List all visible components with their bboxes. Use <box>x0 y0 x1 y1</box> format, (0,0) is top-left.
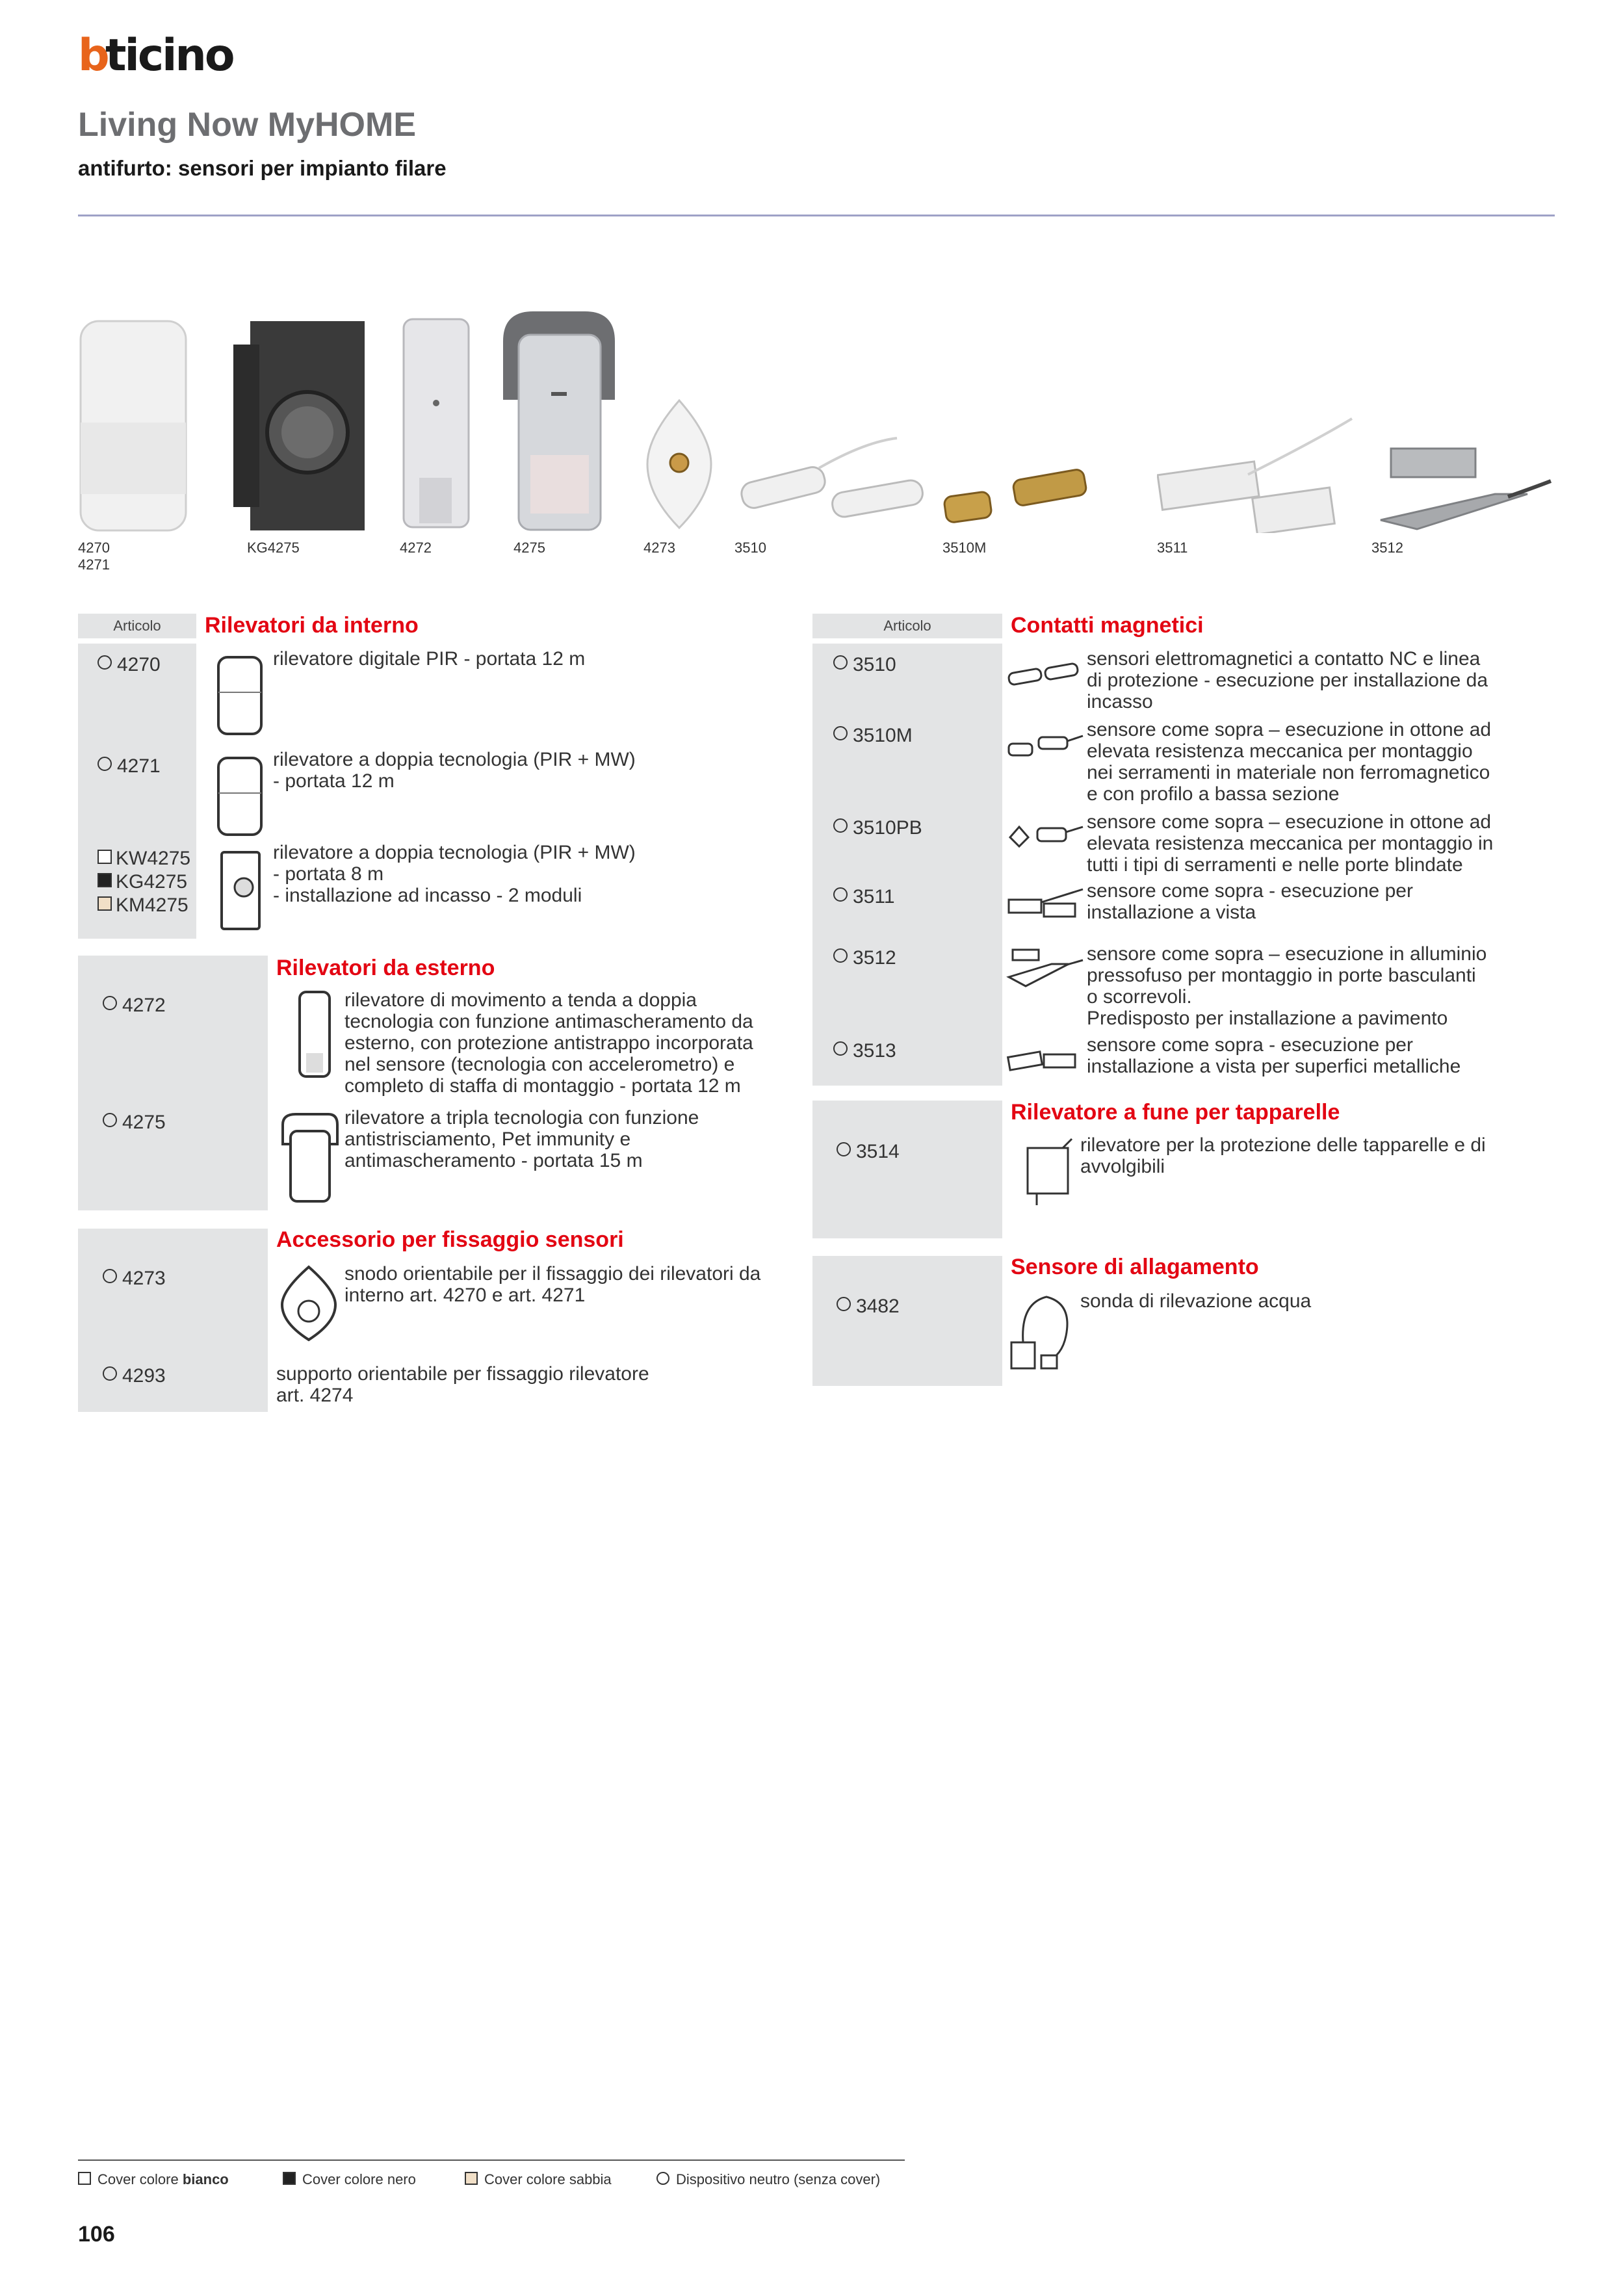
article-code: 3512 <box>833 947 896 969</box>
bticino-logo-mark <box>78 33 273 78</box>
contact-3510-icon <box>1006 657 1084 689</box>
photo-label: 4275 <box>513 540 545 556</box>
legend-sand: Cover colore sabbia <box>465 2171 612 2188</box>
code-column <box>812 1256 1002 1386</box>
footer-divider <box>78 2159 905 2161</box>
contact-3513-icon <box>1006 1039 1084 1075</box>
neutral-icon <box>833 887 848 902</box>
articolo-header: Articolo <box>78 614 196 638</box>
legend-white: Cover colore bianco <box>78 2171 229 2188</box>
neutral-icon <box>103 1366 117 1381</box>
article-code: KG4275 <box>97 871 187 893</box>
legend-black: Cover colore nero <box>283 2171 416 2188</box>
rope-sensor-3514-icon <box>1024 1136 1076 1208</box>
product-description: sensore come sopra – esecuzione in alluminio pressofuso per montaggio in porte basculanti o scorrevoli. Predisposto per installazione a pavimento <box>1087 943 1487 1029</box>
product-description: supporto orientabile per fissaggio rilevatore art. 4274 <box>276 1363 649 1406</box>
neutral-icon <box>833 1041 848 1056</box>
sand-cover-icon <box>97 896 112 911</box>
section-title-esterno: Rilevatori da esterno <box>276 956 495 980</box>
neutral-icon <box>103 996 117 1010</box>
neutral-icon <box>103 1113 117 1127</box>
contact-3512-icon <box>1006 946 1084 995</box>
neutral-icon <box>833 818 848 833</box>
neutral-icon <box>97 655 112 670</box>
photo-label: 4273 <box>643 540 675 556</box>
section-title-fune: Rilevatore a fune per tapparelle <box>1011 1100 1340 1125</box>
product-description: rilevatore di movimento a tenda a doppia tecnologia con funzione antimascheramento da esterno, con protezione antistrappo incorporata nel sensore (tecnologia con accelerometro) e completo di staffa di montaggio - portata 12 m <box>344 989 753 1097</box>
section-title-interno: Rilevatori da interno <box>205 613 419 638</box>
product-description: rilevatore per la protezione delle tapparelle e di avvolgibili <box>1080 1134 1486 1177</box>
sensor-4272-icon <box>296 988 335 1082</box>
article-code: KM4275 <box>97 894 188 917</box>
contact-3510M-icon <box>1006 728 1084 761</box>
code-column <box>78 956 268 1210</box>
article-code: 4293 <box>103 1365 166 1387</box>
photo-label: 4270 4271 <box>78 540 110 573</box>
black-cover-icon <box>283 2172 296 2185</box>
product-description: sensore come sopra - esecuzione per installazione a vista <box>1087 880 1413 923</box>
sand-cover-icon <box>465 2172 478 2185</box>
sensor-4270-icon <box>214 653 266 738</box>
page-number: 106 <box>78 2222 115 2247</box>
product-photo-4270 <box>78 319 188 533</box>
sensor-4271-icon <box>214 754 266 839</box>
photo-label: 3510 <box>734 540 766 556</box>
code-column <box>812 1101 1002 1238</box>
article-code: 3513 <box>833 1040 896 1062</box>
product-photo-3510M <box>942 455 1098 533</box>
article-code: 4272 <box>103 995 166 1017</box>
white-cover-icon <box>97 850 112 864</box>
product-description: sensori elettromagnetici a contatto NC e linea di protezione - esecuzione per installazione da incasso <box>1087 648 1488 712</box>
photo-label: 4272 <box>400 540 432 556</box>
articolo-header: Articolo <box>812 614 1002 638</box>
photo-label: 3511 <box>1157 540 1188 556</box>
header-divider <box>78 215 1555 216</box>
section-title-contatti: Contatti magnetici <box>1011 613 1204 638</box>
photo-label: 3512 <box>1371 540 1403 556</box>
article-code: 4271 <box>97 755 161 777</box>
article-code: 4273 <box>103 1268 166 1290</box>
product-description: rilevatore a tripla tecnologia con funzione antistrisciamento, Pet immunity e antimascheramento - portata 15 m <box>344 1107 699 1171</box>
contact-3511-icon <box>1006 885 1084 921</box>
article-code: 3510 <box>833 654 896 676</box>
legend-neutral: Dispositivo neutro (senza cover) <box>656 2171 880 2188</box>
bracket-4273-icon <box>279 1264 338 1342</box>
product-description: rilevatore digitale PIR - portata 12 m <box>273 648 586 670</box>
neutral-icon <box>833 726 848 740</box>
neutral-icon <box>833 948 848 963</box>
section-title-allagamento: Sensore di allagamento <box>1011 1255 1259 1279</box>
article-code: KW4275 <box>97 848 190 870</box>
page-title: Living Now MyHOME <box>78 106 416 144</box>
article-code: 3510PB <box>833 817 922 839</box>
product-photo-4273 <box>643 398 715 531</box>
product-description: sensore come sopra – esecuzione in ottone ad elevata resistenza meccanica per montaggio nei serramenti in materiale non ferromagnetico e con profilo a bassa sezione <box>1087 719 1492 805</box>
product-photo-3512 <box>1378 442 1553 533</box>
neutral-icon <box>656 2172 669 2185</box>
photo-label: 3510M <box>942 540 987 556</box>
product-photo-4275 <box>500 309 617 533</box>
sensor-4275-icon <box>276 1112 341 1206</box>
svg-text:ticino: ticino <box>105 33 233 78</box>
bticino-logo <box>78 33 273 89</box>
article-code: 4270 <box>97 654 161 676</box>
product-description: sonda di rilevazione acqua <box>1080 1290 1312 1312</box>
product-description: rilevatore a doppia tecnologia (PIR + MW) - portata 12 m <box>273 749 636 792</box>
neutral-icon <box>837 1297 851 1311</box>
page-subtitle: antifurto: sensori per impianto filare <box>78 156 447 180</box>
neutral-icon <box>837 1142 851 1156</box>
product-photo-KG4275 <box>231 319 367 533</box>
product-description: snodo orientabile per il fissaggio dei rilevatori da interno art. 4270 e art. 4271 <box>344 1263 761 1306</box>
article-code: 3514 <box>837 1141 900 1163</box>
sensor-kg4275-icon <box>218 848 263 933</box>
black-cover-icon <box>97 873 112 887</box>
article-code: 4275 <box>103 1112 166 1134</box>
product-photo-3510 <box>734 436 942 533</box>
neutral-icon <box>97 757 112 771</box>
product-photo-3511 <box>1157 416 1371 533</box>
code-column <box>812 644 1002 1086</box>
white-cover-icon <box>78 2172 91 2185</box>
article-code: 3482 <box>837 1296 900 1318</box>
product-description: sensore come sopra – esecuzione in ottone ad elevata resistenza meccanica per montaggio in tutti i tipi di serramenti e nelle porte blindate <box>1087 811 1494 876</box>
article-code: 3510M <box>833 725 913 747</box>
water-probe-3482-icon <box>1007 1290 1079 1375</box>
section-title-accessorio: Accessorio per fissaggio sensori <box>276 1227 624 1252</box>
contact-3510PB-icon <box>1006 818 1084 850</box>
neutral-icon <box>103 1269 117 1283</box>
product-description: rilevatore a doppia tecnologia (PIR + MW) - portata 8 m - installazione ad incasso - 2 moduli <box>273 842 636 906</box>
neutral-icon <box>833 655 848 670</box>
svg-text:b: b <box>78 33 108 78</box>
product-photo-4272 <box>400 315 474 533</box>
article-code: 3511 <box>833 886 895 908</box>
photo-label: KG4275 <box>247 540 300 556</box>
product-description: sensore come sopra - esecuzione per installazione a vista per superfici metalliche <box>1087 1034 1461 1077</box>
